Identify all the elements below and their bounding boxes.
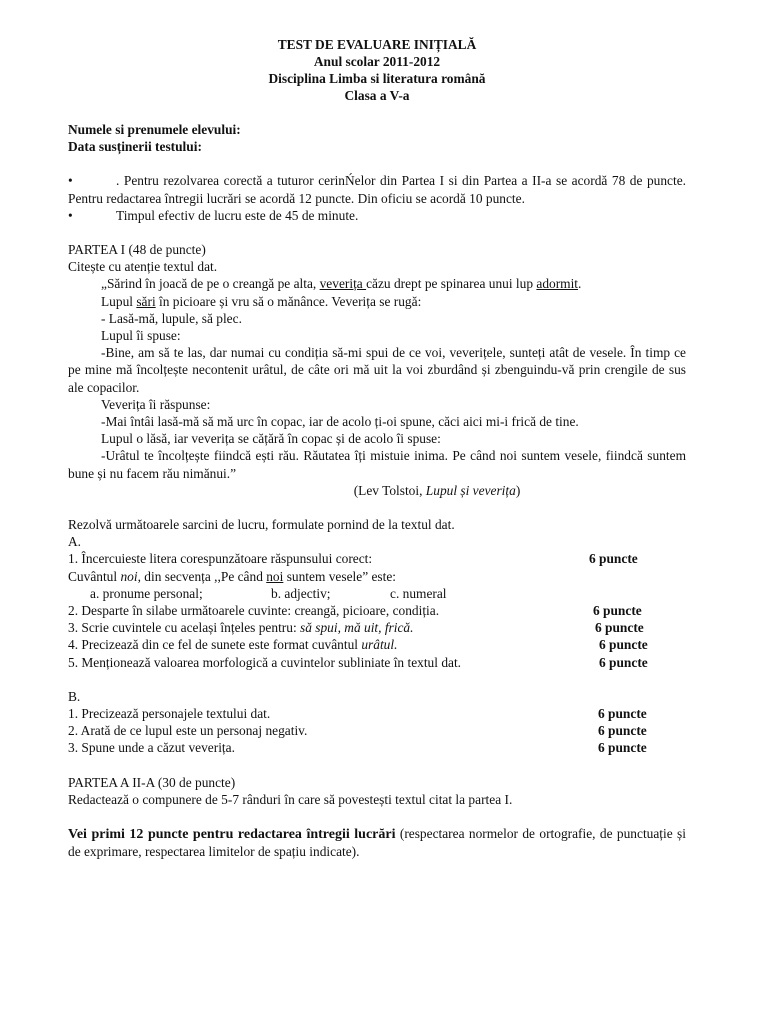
part2-title: PARTEA A II-A (30 de puncte) xyxy=(68,774,236,790)
story-paragraph-3: - Lasă-mă, lupule, să plec. xyxy=(101,310,242,326)
instruction-item-1: • . Pentru rezolvarea corectă a tuturor cerinŃelor din Partea I si din Partea a II-a se acordă 78 de puncte. Pentru redactarea întregii lucrări se acordă 12 puncte. Din oficiu se acordă 10 puncte. xyxy=(68,173,686,206)
class-level: Clasa a V-a xyxy=(344,88,410,103)
points-label: 6 puncte xyxy=(598,723,647,739)
points-label: 6 puncte xyxy=(595,620,644,636)
task-a2: 2. Desparte în silabe următoarele cuvinte: creangă, picioare, condiția. 6 puncte xyxy=(68,603,642,619)
final-note: Vei primi 12 puncte pentru redactarea întregii lucrări (respectarea normelor de ortografie, de punctuație și de exprimare, respectarea limitelor de spațiu indicate). xyxy=(68,825,686,860)
option-a: a. pronume personal; xyxy=(90,585,203,601)
document-header xyxy=(68,36,686,104)
section-a-label: A. xyxy=(68,534,82,550)
story-source: (Lev Tolstoi, Lupul și veverița) xyxy=(353,482,521,498)
read-instruction: Citește cu atenție textul dat. xyxy=(68,259,218,275)
task-a1: 1. Încercuieste litera corespunzătoare răspunsului corect: 6 puncte xyxy=(68,551,638,567)
story-paragraph-2: Lupul sări în picioare și vru să o mănânce. Veverița se rugă: xyxy=(101,293,422,309)
instruction-text-2: Timpul efectiv de lucru este de 45 de minute. xyxy=(116,207,359,223)
task-b2: 2. Arată de ce lupul este un personaj negativ. 6 puncte xyxy=(68,723,647,739)
points-label: 6 puncte xyxy=(598,705,647,721)
story-paragraph-8: Lupul o lăsă, iar veverița se cățără în copac și de acolo îi spuse: xyxy=(101,431,441,447)
task-a1-question: Cuvântul noi, din secvența ,,Pe când noi suntem vesele” este: xyxy=(68,568,397,584)
story-paragraph-7: -Mai întâi lasă-mă să mă urc în copac, iar de acolo ți-oi spune, căci aici mi-i frică de tine. xyxy=(101,414,579,430)
part1-title: PARTEA I (48 de puncte) xyxy=(68,242,206,258)
task-b3: 3. Spune unde a căzut veverița. 6 puncte xyxy=(68,740,647,756)
discipline: Disciplina Limba si literatura română xyxy=(268,71,486,86)
instruction-text-1: . Pentru rezolvarea corectă a tuturor cerinŃelor din Partea I si din Partea a II-a se acordă 78 de puncte. Pentru redactarea întregii lucrări se acordă 12 puncte. Din oficiu se acordă 10 puncte. xyxy=(68,173,686,206)
points-label: 6 puncte xyxy=(589,551,638,567)
task-a5: 5. Menționează valoarea morfologică a cuvintelor subliniate în textul dat. 6 puncte xyxy=(68,654,648,670)
points-label: 6 puncte xyxy=(599,637,648,653)
points-label: 6 puncte xyxy=(598,740,647,756)
story-paragraph-1: „Sărind în joacă de pe o creangă pe alta, veverița căzu drept pe spinarea unui lup adormit. xyxy=(101,276,582,292)
task-b1: 1. Precizează personajele textului dat. 6 puncte xyxy=(68,705,647,721)
points-label: 6 puncte xyxy=(599,654,648,670)
part2-text: Redactează o compunere de 5-7 rânduri în care să povestești textul citat la partea I. xyxy=(68,791,513,807)
task-a1-options xyxy=(68,585,686,602)
option-b: b. adjectiv; xyxy=(271,585,331,601)
story-paragraph-5: -Bine, am să te las, dar numai cu condiția să-mi spui de ce voi, veverițele, sunteți atât de vesele. În timp ce pe mine mă încolțește necontenit urâtul, de câte ori mă uit la voi zburdând și zbenguindu-vă prin crengile de sus ale copacilor. xyxy=(68,345,686,395)
task-a4: 4. Precizează din ce fel de sunete este format cuvântul urâtul. 6 puncte xyxy=(68,637,648,653)
document-page xyxy=(68,36,686,860)
tasks-intro: Rezolvă următoarele sarcini de lucru, formulate pornind de la textul dat. xyxy=(68,517,455,533)
task-a3: 3. Scrie cuvintele cu același înțeles pentru: să spui, mă uit, frică. 6 puncte xyxy=(68,620,644,636)
story-paragraph-6: Veverița îi răspunse: xyxy=(101,396,211,412)
option-c: c. numeral xyxy=(390,585,447,601)
test-title: TEST DE EVALUARE INIȚIALĂ xyxy=(277,37,477,52)
school-year: Anul scolar 2011-2012 xyxy=(313,54,441,69)
story-paragraph-4: Lupul îi spuse: xyxy=(101,328,181,344)
instruction-item-2: • Timpul efectiv de lucru este de 45 de minute. xyxy=(68,207,359,223)
test-date-label: Data susținerii testului: xyxy=(68,139,202,155)
section-b-label: B. xyxy=(68,688,81,704)
points-label: 6 puncte xyxy=(593,603,642,619)
story-paragraph-9: -Urâtul te încolțește fiindcă ești rău. Răutatea îți mistuie inima. Pe când noi suntem vesele, fiindcă suntem bune și nu facem rău nimănui.” xyxy=(68,448,686,481)
student-name-label: Numele si prenumele elevului: xyxy=(68,122,241,137)
